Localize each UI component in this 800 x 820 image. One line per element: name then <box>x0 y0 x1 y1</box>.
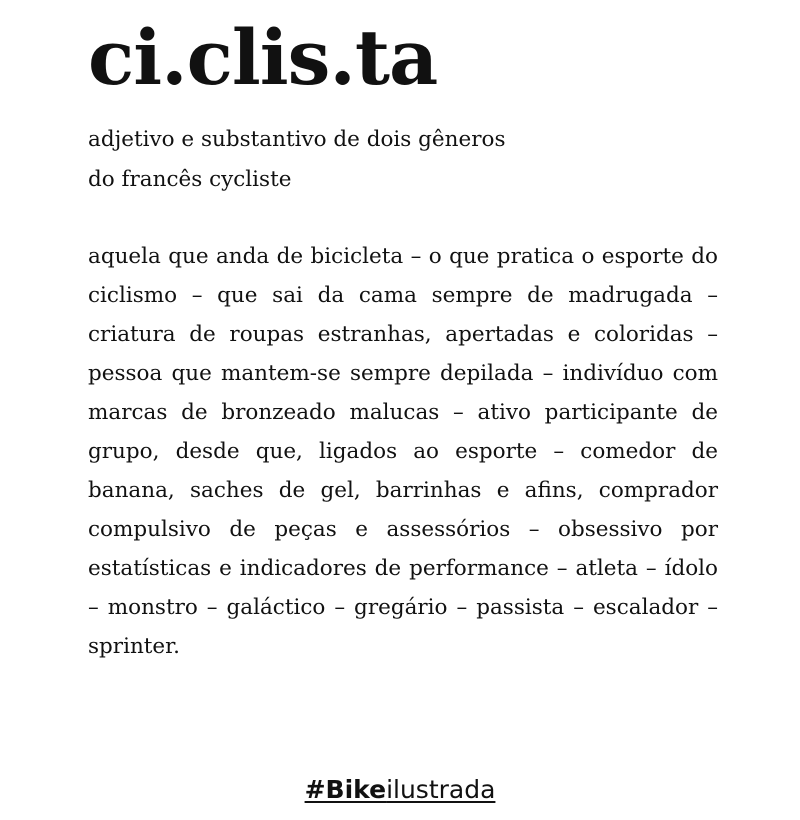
hashtag-bold-part: #Bike <box>304 775 387 804</box>
headword: ci.clis.ta <box>88 13 438 102</box>
entry-meta <box>88 120 505 200</box>
definition-text: aquela que anda de bicicleta – o que pratica o esporte do ciclismo – que sai da cama sempre de madrugada – criatura de roupas estranhas, apertadas e coloridas – pessoa que mantem-se sempre depilada – indivíduo com marcas de bronzeado malucas – ativo participante de grupo, desde que, ligados ao esporte – comedor de banana, saches de gel, barrinhas e afins, comprador compulsivo de peças e assessórios – obsessivo por estatísticas e indicadores de performance – atleta – ídolo – monstro – galáctico – gregário – passista – escalador – sprinter. <box>88 244 718 659</box>
etymology: do francês cycliste <box>88 167 292 192</box>
hashtag-footer <box>0 772 800 808</box>
hashtag-light-part: ilustrada <box>386 775 496 804</box>
grammar-class: adjetivo e substantivo de dois gêneros <box>88 127 506 152</box>
